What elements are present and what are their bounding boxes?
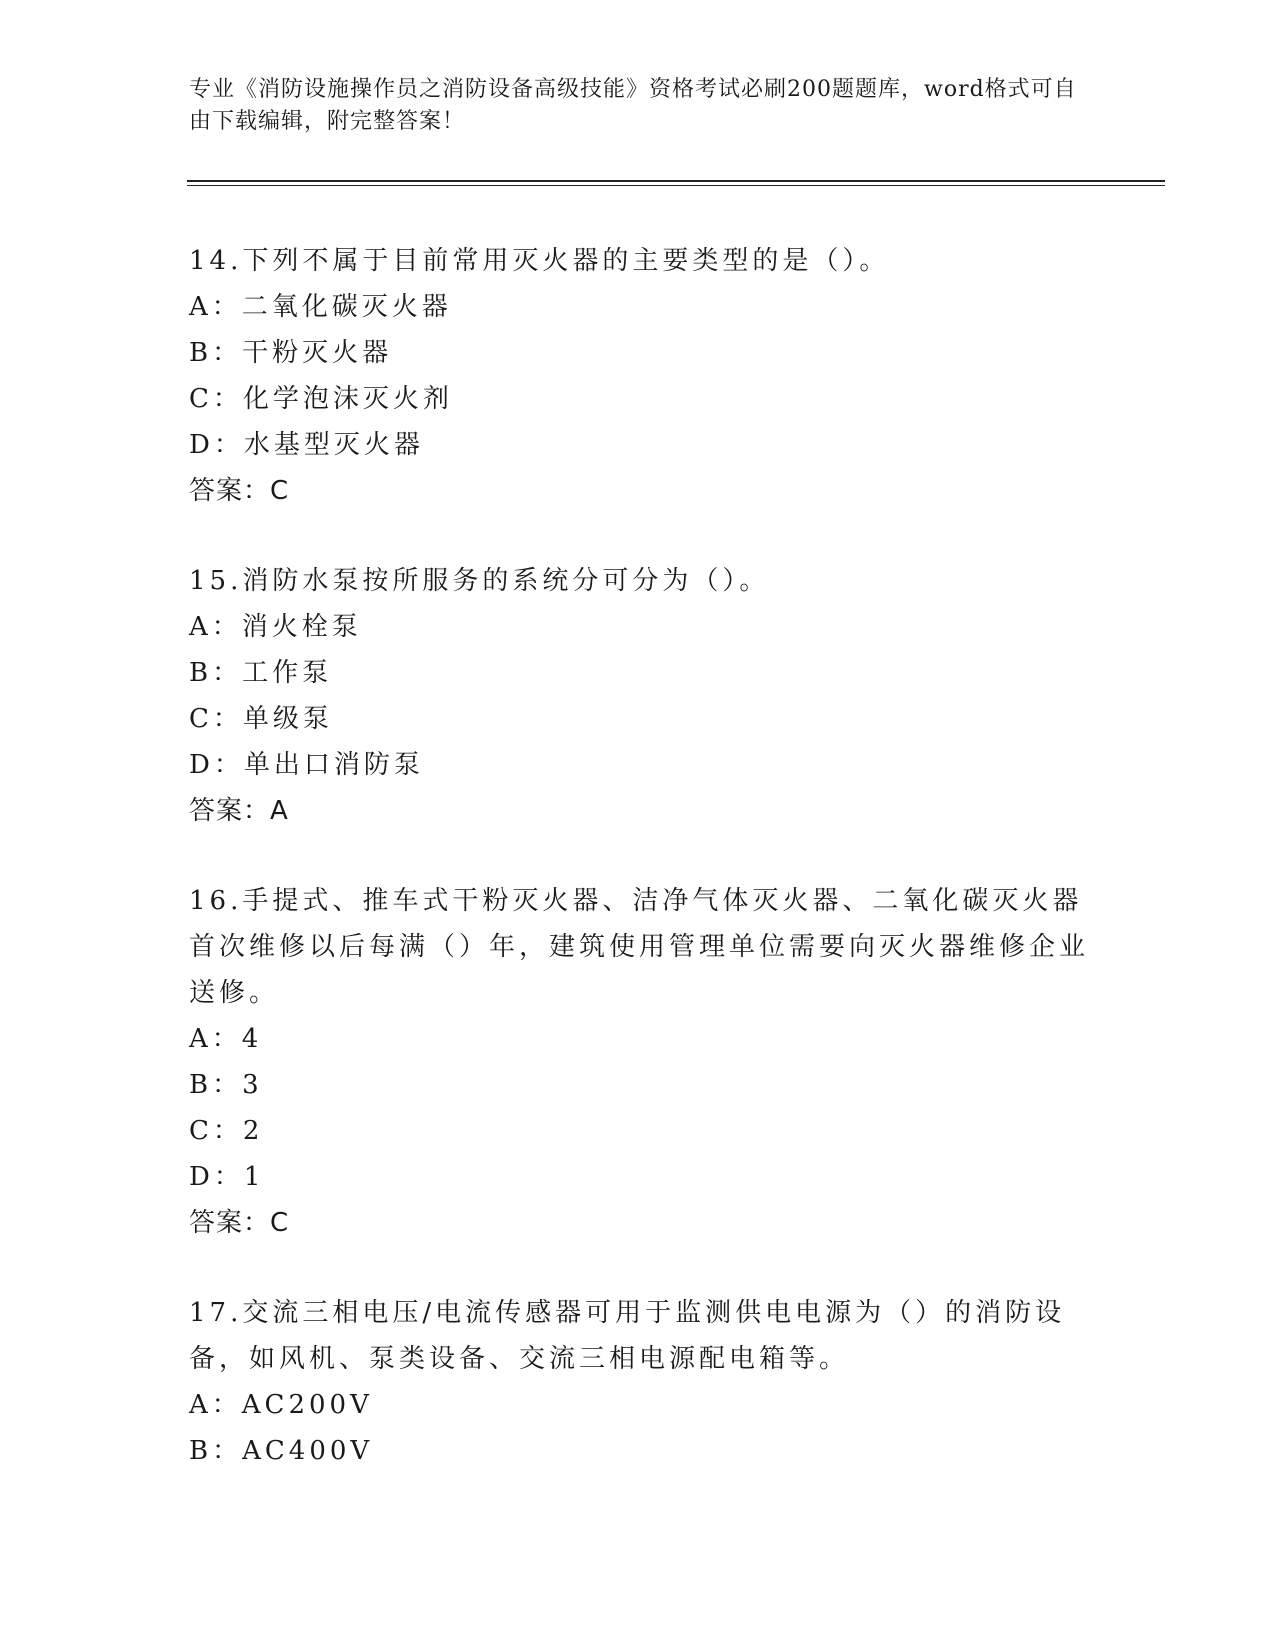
option-c: C：化学泡沫灭火剂 <box>189 384 453 414</box>
question-16 <box>189 878 1089 1246</box>
option-a: A：消火栓泵 <box>189 612 362 642</box>
header-divider-thick <box>187 180 1165 182</box>
option-b: B：AC400V <box>189 1436 374 1466</box>
question-17 <box>189 1290 1089 1474</box>
document-header: 专业《消防设施操作员之消防设备高级技能》资格考试必刷200题题库，word格式可自由下载编辑，附完整答案！ <box>189 77 1077 134</box>
question-stem: 16.手提式、推车式干粉灭火器、洁净气体灭火器、二氧化碳灭火器首次维修以后每满（）年，建筑使用管理单位需要向灭火器维修企业送修。 <box>189 886 1090 1008</box>
option-b: B：工作泵 <box>189 658 333 688</box>
option-b: B：干粉灭火器 <box>189 338 393 368</box>
question-14 <box>189 238 1089 514</box>
option-a: A：AC200V <box>189 1390 373 1420</box>
answer-line: 答案：C <box>189 476 290 506</box>
option-d: D：水基型灭火器 <box>189 430 424 460</box>
question-stem: 17.交流三相电压/电流传感器可用于监测供电电源为（）的消防设备，如风机、泵类设备、交流三相电源配电箱等。 <box>189 1298 1066 1374</box>
question-stem: 15.消防水泵按所服务的系统分可分为（）。 <box>189 566 770 596</box>
answer-line: 答案：C <box>189 1208 290 1238</box>
option-a: A：4 <box>189 1024 263 1054</box>
option-a: A：二氧化碳灭火器 <box>189 292 452 322</box>
answer-line: 答案：A <box>189 796 289 826</box>
option-d: D：1 <box>189 1162 265 1192</box>
question-list <box>189 238 1089 1518</box>
option-b: B：3 <box>189 1070 263 1100</box>
option-d: D：单出口消防泵 <box>189 750 424 780</box>
question-15 <box>189 558 1089 834</box>
option-c: C：单级泵 <box>189 704 333 734</box>
question-stem: 14.下列不属于目前常用灭火器的主要类型的是（）。 <box>189 246 890 276</box>
option-c: C：2 <box>189 1116 264 1146</box>
header-divider-thin <box>187 185 1165 186</box>
